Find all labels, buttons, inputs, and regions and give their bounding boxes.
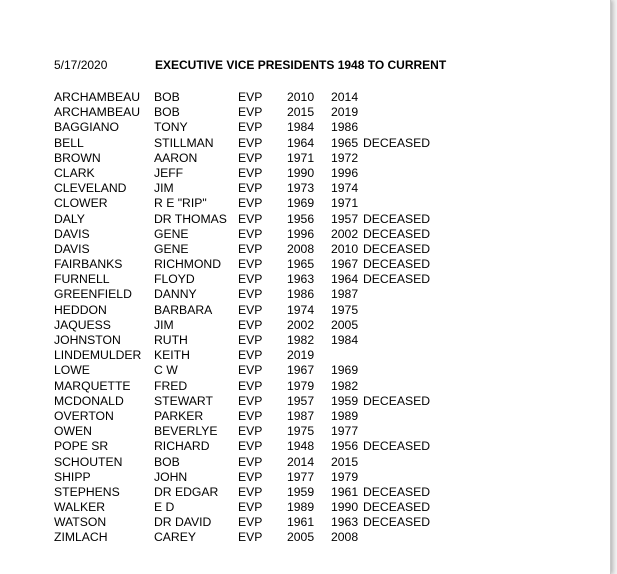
note-cell: DECEASED — [363, 484, 431, 499]
end-year-cell: 1965 — [331, 135, 359, 150]
start-year-cell: 1987 — [287, 408, 315, 423]
end-year-cell: 2014 — [331, 90, 359, 104]
title-cell: EVP — [238, 363, 263, 378]
title-cell: EVP — [238, 150, 263, 165]
title-cell: EVP — [238, 241, 263, 256]
first-name-cell: BARBARA — [154, 302, 213, 317]
first-name-cell: AARON — [154, 150, 198, 165]
start-year-cell: 2019 — [287, 348, 315, 363]
title-cell: EVP — [238, 424, 263, 439]
start-year-cell: 2010 — [287, 90, 315, 104]
end-year-cell: 1984 — [331, 333, 359, 347]
last-name-cell: FAIRBANKS — [54, 257, 123, 272]
last-name-cell: HEDDON — [54, 302, 107, 317]
first-name-cell: FRED — [154, 378, 188, 393]
title-cell: EVP — [238, 90, 263, 104]
end-year-cell: 1977 — [331, 424, 359, 439]
end-year-cell: 1990 — [331, 500, 359, 515]
title-cell: EVP — [238, 196, 263, 211]
start-year-cell: 1979 — [287, 378, 315, 393]
first-name-cell: DR EDGAR — [154, 484, 219, 499]
first-name-cell: STEWART — [154, 393, 213, 408]
last-name-cell: CLOWER — [54, 196, 108, 211]
end-year-cell: 1986 — [331, 120, 359, 135]
start-year-cell: 1977 — [287, 469, 315, 484]
last-name-cell: BELL — [54, 135, 84, 150]
title-cell: EVP — [238, 211, 263, 226]
note-cell: DECEASED — [363, 500, 431, 515]
start-year-cell: 1986 — [287, 287, 315, 302]
last-name-cell: JAQUESS — [54, 317, 111, 332]
start-year-cell: 1967 — [287, 363, 315, 378]
title-cell: EVP — [238, 257, 263, 272]
first-name-cell: R E "RIP" — [154, 196, 207, 211]
title-cell: EVP — [238, 120, 263, 135]
last-name-cell: DAVIS — [54, 226, 90, 241]
start-year-cell: 1957 — [287, 393, 315, 408]
note-cell: DECEASED — [363, 272, 431, 287]
last-name-cell: ZIMLACH — [54, 530, 108, 545]
end-year-cell: 2002 — [331, 226, 359, 241]
first-name-cell: RICHARD — [154, 439, 210, 454]
title-cell: EVP — [238, 135, 263, 150]
last-name-cell: JOHNSTON — [54, 333, 121, 347]
title-cell: EVP — [238, 287, 263, 302]
end-year-cell: 1975 — [331, 302, 359, 317]
first-name-cell: JOHN — [154, 469, 188, 484]
last-name-cell: SCHOUTEN — [54, 454, 123, 469]
first-name-cell: DR THOMAS — [154, 211, 227, 226]
end-year-cell: 1987 — [331, 287, 359, 302]
start-year-cell: 1961 — [287, 515, 315, 530]
title-cell: EVP — [238, 317, 263, 332]
first-name-cell: BOB — [154, 454, 180, 469]
last-name-cell: LINDEMULDER — [54, 348, 142, 363]
first-name-cell: STILLMAN — [154, 135, 214, 150]
first-name-cell: PARKER — [154, 408, 204, 423]
end-year-cell: 1982 — [331, 378, 359, 393]
last-name-cell: OWEN — [54, 424, 92, 439]
first-name-cell: JIM — [154, 181, 174, 196]
start-year-cell: 1956 — [287, 211, 315, 226]
start-year-cell: 1975 — [287, 424, 315, 439]
note-cell: DECEASED — [363, 135, 431, 150]
end-year-cell: 1974 — [331, 181, 359, 196]
start-year-cell: 1948 — [287, 439, 315, 454]
document-date: 5/17/2020 — [54, 58, 108, 72]
start-year-cell: 2008 — [287, 241, 315, 256]
title-cell: EVP — [238, 348, 263, 363]
first-name-cell: E D — [154, 500, 175, 515]
first-name-cell: RUTH — [154, 333, 188, 347]
end-year-cell: 1963 — [331, 515, 359, 530]
end-year-cell: 1972 — [331, 150, 359, 165]
last-name-cell: POPE SR — [54, 439, 109, 454]
start-year-cell: 2014 — [287, 454, 315, 469]
note-cell: DECEASED — [363, 439, 431, 454]
start-year-cell: 1974 — [287, 302, 315, 317]
end-year-cell: 1969 — [331, 363, 359, 378]
note-cell: DECEASED — [363, 211, 431, 226]
last-name-cell: BAGGIANO — [54, 120, 120, 135]
start-year-cell: 1989 — [287, 500, 315, 515]
first-name-cell: DR DAVID — [154, 515, 212, 530]
title-cell: EVP — [238, 530, 263, 545]
last-name-cell: CLEVELAND — [54, 181, 127, 196]
first-name-cell: JIM — [154, 317, 174, 332]
first-name-cell: BOB — [154, 90, 180, 104]
title-cell: EVP — [238, 302, 263, 317]
start-year-cell: 1969 — [287, 196, 315, 211]
start-year-cell: 1982 — [287, 333, 315, 347]
end-year-cell: 1956 — [331, 439, 359, 454]
end-year-cell: 2010 — [331, 241, 359, 256]
end-year-cell: 1979 — [331, 469, 359, 484]
start-year-cell: 1964 — [287, 135, 315, 150]
last-name-cell: WALKER — [54, 500, 106, 515]
last-name-cell: BROWN — [54, 150, 101, 165]
title-cell: EVP — [238, 439, 263, 454]
end-year-cell: 1964 — [331, 272, 359, 287]
note-cell: DECEASED — [363, 393, 431, 408]
last-name-cell: OVERTON — [54, 408, 114, 423]
first-name-cell: BOB — [154, 105, 180, 120]
first-name-cell: JEFF — [154, 165, 184, 180]
last-name-cell: LOWE — [54, 363, 90, 378]
end-year-cell: 2005 — [331, 317, 359, 332]
title-cell: EVP — [238, 378, 263, 393]
first-name-cell: KEITH — [154, 348, 190, 363]
first-name-cell: TONY — [154, 120, 188, 135]
start-year-cell: 1971 — [287, 150, 315, 165]
last-name-cell: DAVIS — [54, 241, 90, 256]
first-name-cell: GENE — [154, 241, 189, 256]
end-year-cell: 1959 — [331, 393, 359, 408]
start-year-cell: 1973 — [287, 181, 315, 196]
title-cell: EVP — [238, 454, 263, 469]
title-cell: EVP — [238, 272, 263, 287]
end-year-cell: 2019 — [331, 105, 359, 120]
last-name-cell: WATSON — [54, 515, 107, 530]
first-name-cell: GENE — [154, 226, 189, 241]
last-name-cell: ARCHAMBEAU — [54, 105, 141, 120]
last-name-cell: MARQUETTE — [54, 378, 131, 393]
first-name-cell: CAREY — [154, 530, 196, 545]
note-cell: DECEASED — [363, 226, 431, 241]
title-cell: EVP — [238, 469, 263, 484]
first-name-cell: C W — [154, 363, 178, 378]
start-year-cell: 2002 — [287, 317, 315, 332]
start-year-cell: 2015 — [287, 105, 315, 120]
title-cell: EVP — [238, 105, 263, 120]
title-cell: EVP — [238, 165, 263, 180]
title-cell: EVP — [238, 515, 263, 530]
note-cell: DECEASED — [363, 257, 431, 272]
title-cell: EVP — [238, 500, 263, 515]
end-year-cell: 1961 — [331, 484, 359, 499]
last-name-cell: CLARK — [54, 165, 95, 180]
title-cell: EVP — [238, 226, 263, 241]
first-name-cell: RICHMOND — [154, 257, 222, 272]
last-name-cell: SHIPP — [54, 469, 91, 484]
start-year-cell: 1965 — [287, 257, 315, 272]
start-year-cell: 1996 — [287, 226, 315, 241]
title-cell: EVP — [238, 484, 263, 499]
first-name-cell: BEVERLYE — [154, 424, 218, 439]
end-year-cell: 1971 — [331, 196, 359, 211]
start-year-cell: 1990 — [287, 165, 315, 180]
end-year-cell: 1996 — [331, 165, 359, 180]
last-name-cell: MCDONALD — [54, 393, 124, 408]
last-name-cell: GREENFIELD — [54, 287, 132, 302]
title-cell: EVP — [238, 181, 263, 196]
end-year-cell: 1957 — [331, 211, 359, 226]
end-year-cell: 2008 — [331, 530, 359, 545]
first-name-cell: FLOYD — [154, 272, 195, 287]
note-cell: DECEASED — [363, 515, 431, 530]
last-name-cell: STEPHENS — [54, 484, 120, 499]
document-title: EXECUTIVE VICE PRESIDENTS 1948 TO CURRENT — [155, 58, 447, 72]
start-year-cell: 1963 — [287, 272, 315, 287]
title-cell: EVP — [238, 393, 263, 408]
end-year-cell: 2015 — [331, 454, 359, 469]
title-cell: EVP — [238, 408, 263, 423]
last-name-cell: FURNELL — [54, 272, 110, 287]
start-year-cell: 2005 — [287, 530, 315, 545]
start-year-cell: 1984 — [287, 120, 315, 135]
title-cell: EVP — [238, 333, 263, 347]
first-name-cell: DANNY — [154, 287, 197, 302]
last-name-cell: DALY — [54, 211, 85, 226]
start-year-cell: 1959 — [287, 484, 315, 499]
last-name-cell: ARCHAMBEAU — [54, 90, 141, 104]
end-year-cell: 1989 — [331, 408, 359, 423]
end-year-cell: 1967 — [331, 257, 359, 272]
note-cell: DECEASED — [363, 241, 431, 256]
